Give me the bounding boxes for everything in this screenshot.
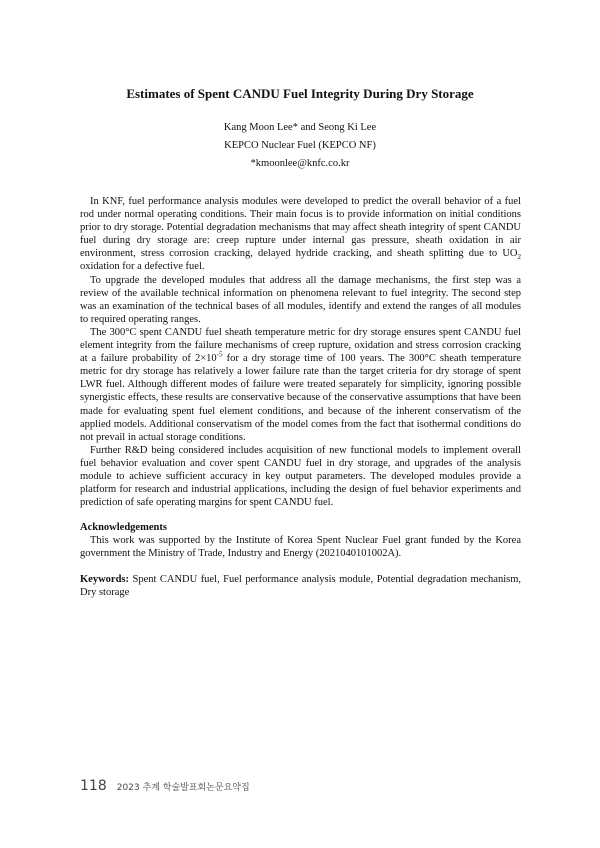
author-email: *kmoonlee@knfc.co.kr bbox=[250, 158, 350, 169]
page-number: 118 bbox=[80, 778, 107, 794]
section-gap bbox=[80, 509, 521, 521]
proceedings-title: 2023 추계 학술발표회논문요약집 bbox=[116, 783, 250, 793]
abstract-body bbox=[80, 195, 521, 599]
paragraph-3 bbox=[80, 326, 521, 444]
keywords-heading: Keywords: bbox=[80, 573, 129, 585]
paragraph-1-text-a: In KNF, fuel performance analysis modules were developed to predict the overall behavior of a fuel rod under normal operating conditions. Their main focus is to provide information on initial conditions prior to dry storage. Potential degradation mechanisms that may affect sheath integrity of spent CANDU fuel during dry storage are: creep rupture under internal gas pressure, sheath oxidation in air environment, stress corrosion cracking, delayed hydride cracking, and sheath splitting due to UO bbox=[80, 196, 521, 260]
uo2-subscript: 2 bbox=[517, 253, 521, 262]
paragraph-1 bbox=[80, 195, 521, 274]
acknowledgements-heading: Acknowledgements bbox=[80, 522, 167, 534]
section-gap bbox=[80, 561, 521, 573]
keywords bbox=[80, 573, 521, 599]
paper-title: Estimates of Spent CANDU Fuel Integrity During Dry Storage bbox=[126, 86, 474, 101]
paragraph-1-text-b: oxidation for a defective fuel. bbox=[80, 261, 205, 273]
acknowledgements-text: This work was supported by the Institute of Korea Spent Nuclear Fuel grant funded by the Korea government the Ministry of Trade, Industry and Energy (2021040101002A). bbox=[80, 535, 521, 560]
paragraph-3-text-b: for a dry storage time of 100 years. The 300°C sheath temperature metric for dry storage has relatively a lower failure rate than the target criteria for dry storage of spent LWR fuel. Although different modes of failure were treated separately for simplicity, ignoring possible synergistic effects, these results are conservative because of the conservative assumptions that have been made for evaluating spent fuel element conditions, and because of the inherent conservatism of the applied models. Additional conservatism of the model comes from the fact that isothermal conditions do not prevail in actual storage conditions. bbox=[80, 353, 521, 443]
paragraph-3-text-a: The 300°C spent CANDU fuel sheath temperature metric for dry storage ensures spent CANDU fuel element integrity from the failure mechanisms of creep rupture, oxidation and stress corrosion cracking at a failure probability of 2×10 bbox=[80, 326, 521, 365]
page-footer bbox=[80, 778, 250, 794]
exponent-superscript: -5 bbox=[216, 350, 223, 359]
paragraph-4: Further R&D being considered includes acquisition of new functional models to implement overall fuel behavior evaluation and cover spent CANDU fuel in dry storage, and upgrades of the analysis module to achieve sufficient accuracy in key output parameters. The developed modules provide a platform for research and industrial applications, including the design of fuel behavior experiments and prediction of safe operating margins for spent CANDU fuel. bbox=[80, 444, 521, 509]
paper-affiliation: KEPCO Nuclear Fuel (KEPCO NF) bbox=[224, 140, 376, 151]
paper-authors: Kang Moon Lee* and Seong Ki Lee bbox=[223, 122, 377, 133]
paragraph-2: To upgrade the developed modules that address all the damage mechanisms, the first step was a review of the available technical information on phenomena relevant to fuel integrity. The second step was an examination of the technical bases of all modules, identify and extend the ranges of all modules to required operating ranges. bbox=[80, 274, 521, 325]
keywords-text: Spent CANDU fuel, Fuel performance analysis module, Potential degradation mechanism, Dry storage bbox=[80, 573, 521, 598]
